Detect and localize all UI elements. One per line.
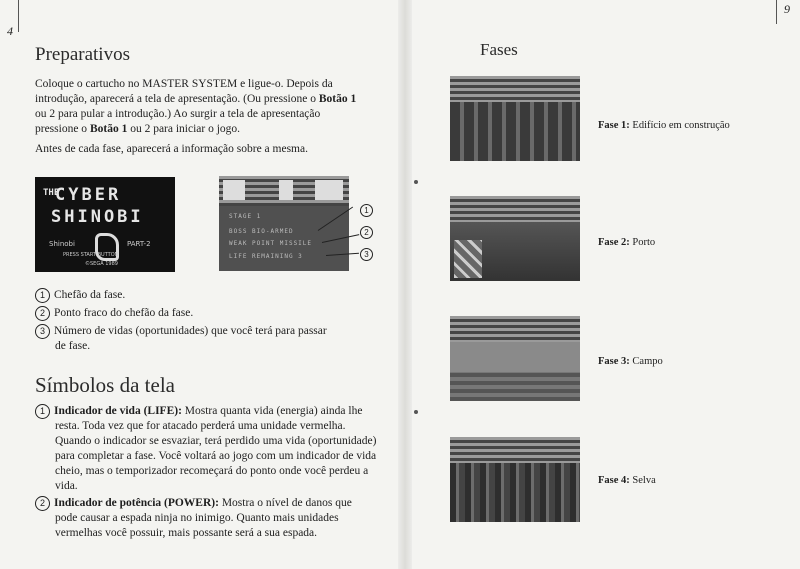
- stage-1-caption: [598, 120, 730, 131]
- callout-3: 3: [360, 248, 373, 261]
- page-fold: [398, 0, 412, 569]
- list-number: 3: [35, 324, 50, 339]
- title-cyber: CYBER: [55, 185, 122, 205]
- intro-button-1: Botão 1: [318, 93, 357, 105]
- stage-sky: [450, 342, 580, 372]
- stage-scene: [450, 102, 580, 161]
- title-part: PART-2: [127, 240, 151, 248]
- symbol-number: 1: [35, 404, 50, 419]
- stage-label: Fase 3:: [598, 356, 630, 367]
- stage-name: Edifício em construção: [632, 120, 730, 131]
- info-lives: LIFE REMAINING 3: [229, 253, 303, 260]
- symbol-number: 2: [35, 496, 50, 511]
- symbol-text: Mostra o nível de danos que: [218, 497, 352, 510]
- info-list-item: [35, 288, 125, 303]
- list-text: Chefão da fase.: [54, 289, 126, 302]
- callout-1: 1: [360, 204, 373, 217]
- title-shinobi: SHINOBI: [51, 207, 144, 227]
- list-text-cont: de fase.: [55, 340, 91, 353]
- info-weak: WEAK POINT MISSILE: [229, 240, 313, 247]
- hud-bar: [450, 316, 580, 342]
- hud-bar: [450, 437, 580, 463]
- hud-bar: [450, 196, 580, 222]
- stage-name: Selva: [632, 475, 656, 486]
- symbol-body: resta. Toda vez que for atacado perderá uma unidade vermelha. Quando o indicador se esvaziar, terá perdido uma vida (oportunidade) para completar a fase. Você voltará ao jogo com um indicador de vida cheio, mas o temporizador recomeçará do ponto onde você perdeu a vida.: [55, 420, 377, 493]
- section-title-fases: Fases: [480, 40, 518, 59]
- stage-4-screenshot: [450, 437, 580, 522]
- hud-bar: [219, 176, 349, 206]
- hud-block: [223, 180, 245, 200]
- stage-4-caption: [598, 475, 656, 486]
- stage-2-screenshot: [450, 196, 580, 281]
- stage-1-screenshot: [450, 76, 580, 161]
- hud-block: [315, 180, 343, 200]
- intro-text-c: ou 2 para pular a introdução.) Ao surgir a tela de apresentação pressione o: [35, 108, 321, 135]
- stage-ground: [450, 372, 580, 401]
- crates: [454, 240, 482, 278]
- stage-label: Fase 4:: [598, 475, 630, 486]
- stage-3-screenshot: [450, 316, 580, 401]
- title-shinobi-small: Shinobi: [49, 240, 75, 248]
- info-list-item: [35, 324, 365, 354]
- stage-2-caption: [598, 237, 655, 248]
- before-stage-paragraph: Antes de cada fase, aparecerá a informação sobre a mesma.: [35, 143, 308, 155]
- symbol-body: pode causar a espada ninja no inimigo. Quanto mais unidades vermelhas você possuir, mais possante será a sua espada.: [55, 512, 339, 540]
- hud-block: [279, 180, 293, 200]
- callout-2: 2: [360, 226, 373, 239]
- stage-name: Porto: [632, 237, 656, 248]
- title-press-start: PRESS START BUTTON: [63, 252, 119, 258]
- intro-paragraph: [35, 77, 365, 137]
- print-speck: [414, 180, 418, 184]
- stage-3-caption: [598, 356, 663, 367]
- intro-text-a: Coloque o cartucho no MASTER SYSTEM e ligue-o. Depois da introdução, aparecerá a tela de apresentação. (Ou pressione o: [35, 78, 333, 105]
- symbol-text: Mostra quanta vida (energia) ainda lhe: [181, 405, 363, 418]
- symbol-label: Indicador de vida (LIFE):: [54, 405, 182, 418]
- title-the: THE: [43, 188, 60, 198]
- info-boss: BOSS BIO-ARMED: [229, 228, 294, 235]
- page-number-left: 4: [7, 24, 13, 38]
- print-speck: [414, 410, 418, 414]
- hud-bar: [450, 76, 580, 102]
- stage-info-image: [219, 176, 349, 271]
- list-number: 2: [35, 306, 50, 321]
- intro-text-d: ou 2 para iniciar o jogo.: [127, 123, 241, 135]
- stage-label: Fase 2:: [598, 237, 630, 248]
- page-number-right: 9: [784, 2, 790, 16]
- page-rule-left: [18, 0, 19, 32]
- section-title-preparativos: Preparativos: [35, 44, 130, 65]
- list-number: 1: [35, 288, 50, 303]
- list-text: Ponto fraco do chefão da fase.: [54, 307, 194, 320]
- symbol-life: [35, 404, 380, 494]
- title-screen-image: [35, 177, 175, 272]
- symbol-label: Indicador de potência (POWER):: [54, 497, 219, 510]
- stage-scene: [450, 463, 580, 522]
- info-list-item: [35, 306, 193, 321]
- stage-label: Fase 1:: [598, 120, 630, 131]
- list-text: Número de vidas (oportunidades) que você terá para passar: [54, 325, 327, 338]
- title-copyright: ©SEGA 1989: [85, 261, 118, 267]
- stage-name: Campo: [632, 356, 663, 367]
- symbol-power: [35, 496, 380, 541]
- info-stage: STAGE 1: [229, 213, 262, 220]
- intro-button-1b: Botão 1: [89, 123, 128, 135]
- section-title-simbolos: Símbolos da tela: [35, 373, 175, 397]
- page-rule-right: [776, 0, 777, 24]
